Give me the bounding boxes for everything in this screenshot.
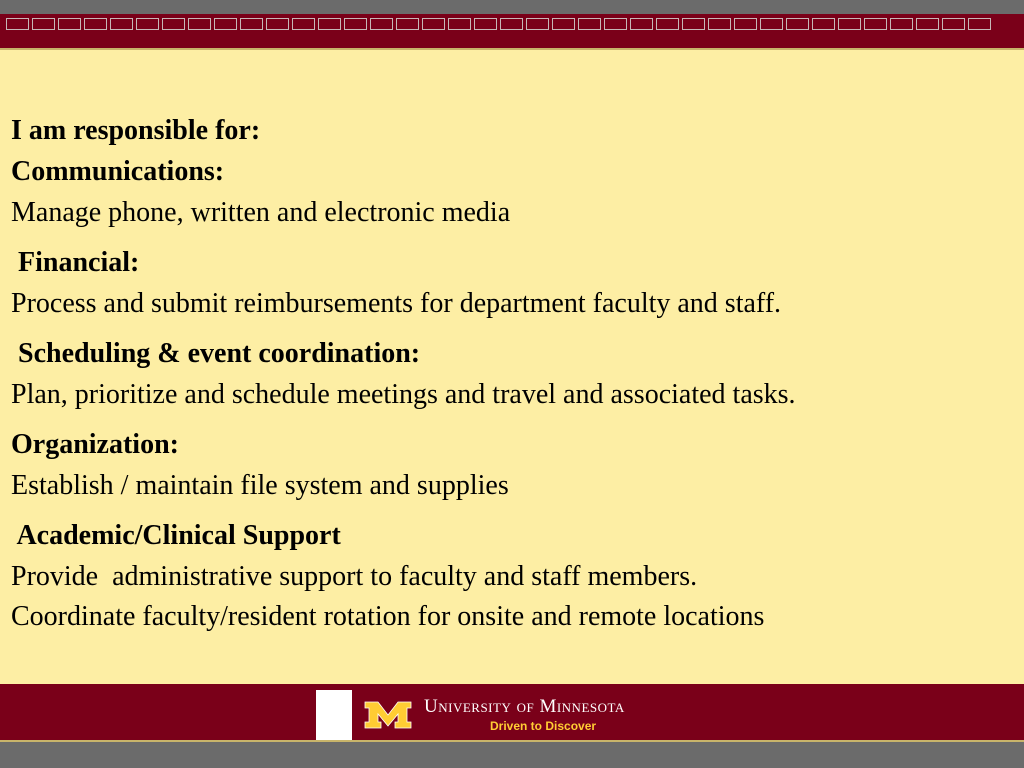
section-text: Plan, prioritize and schedule meetings and travel and associated tasks. xyxy=(11,379,796,410)
decorative-square xyxy=(942,18,965,30)
section-heading: Organization: xyxy=(11,429,179,460)
section-communications xyxy=(11,151,1011,233)
decorative-square xyxy=(734,18,757,30)
intro-heading: I am responsible for: xyxy=(11,115,261,146)
decorative-square xyxy=(110,18,133,30)
decorative-square xyxy=(708,18,731,30)
section-scheduling xyxy=(11,333,1011,415)
decorative-square xyxy=(916,18,939,30)
university-name-text: University of Minnesota xyxy=(424,696,625,717)
decorative-square xyxy=(786,18,809,30)
section-text: Manage phone, written and electronic media xyxy=(11,197,511,228)
decorative-square xyxy=(162,18,185,30)
decorative-square xyxy=(214,18,237,30)
decorative-square xyxy=(292,18,315,30)
section-heading: Academic/Clinical Support xyxy=(11,520,341,551)
decorative-square xyxy=(812,18,835,30)
decorative-square xyxy=(760,18,783,30)
decorative-square xyxy=(136,18,159,30)
decorative-square xyxy=(318,18,341,30)
decorative-square xyxy=(188,18,211,30)
university-logo xyxy=(352,690,730,740)
decorative-square xyxy=(656,18,679,30)
decorative-square xyxy=(6,18,29,30)
section-academic-support xyxy=(11,515,1011,637)
decorative-square xyxy=(526,18,549,30)
decorative-square xyxy=(474,18,497,30)
decorative-square xyxy=(864,18,887,30)
slide-body xyxy=(11,111,1011,637)
logo-white-block xyxy=(316,690,352,740)
decorative-square xyxy=(266,18,289,30)
decorative-square xyxy=(84,18,107,30)
top-maroon-band xyxy=(0,14,1024,50)
section-text: Coordinate faculty/resident rotation for onsite and remote locations xyxy=(11,601,765,632)
decorative-square xyxy=(682,18,705,30)
decorative-square xyxy=(630,18,653,30)
decorative-squares xyxy=(6,18,1024,32)
decorative-square xyxy=(240,18,263,30)
section-heading: Scheduling & event coordination: xyxy=(11,338,421,369)
section-text: Provide administrative support to faculty and staff members. xyxy=(11,561,698,592)
block-m-icon xyxy=(364,701,412,729)
section-heading: Financial: xyxy=(11,247,140,278)
section-financial xyxy=(11,242,1011,324)
decorative-square xyxy=(370,18,393,30)
section-text: Process and submit reimbursements for department faculty and staff. xyxy=(11,288,782,319)
decorative-square xyxy=(890,18,913,30)
decorative-square xyxy=(344,18,367,30)
decorative-square xyxy=(604,18,627,30)
university-name xyxy=(424,696,625,718)
top-gray-strip xyxy=(0,0,1024,14)
decorative-square xyxy=(32,18,55,30)
section-text: Establish / maintain file system and supplies xyxy=(11,470,509,501)
section-heading: Communications: xyxy=(11,156,225,187)
top-gold-divider xyxy=(0,48,1024,50)
bottom-gray-strip xyxy=(0,742,1024,768)
section-organization xyxy=(11,424,1011,506)
decorative-square xyxy=(422,18,445,30)
decorative-square xyxy=(448,18,471,30)
decorative-square xyxy=(968,18,991,30)
decorative-square xyxy=(838,18,861,30)
decorative-square xyxy=(578,18,601,30)
decorative-square xyxy=(396,18,419,30)
university-tagline: Driven to Discover xyxy=(490,719,597,733)
decorative-square xyxy=(58,18,81,30)
decorative-square xyxy=(500,18,523,30)
decorative-square xyxy=(552,18,575,30)
